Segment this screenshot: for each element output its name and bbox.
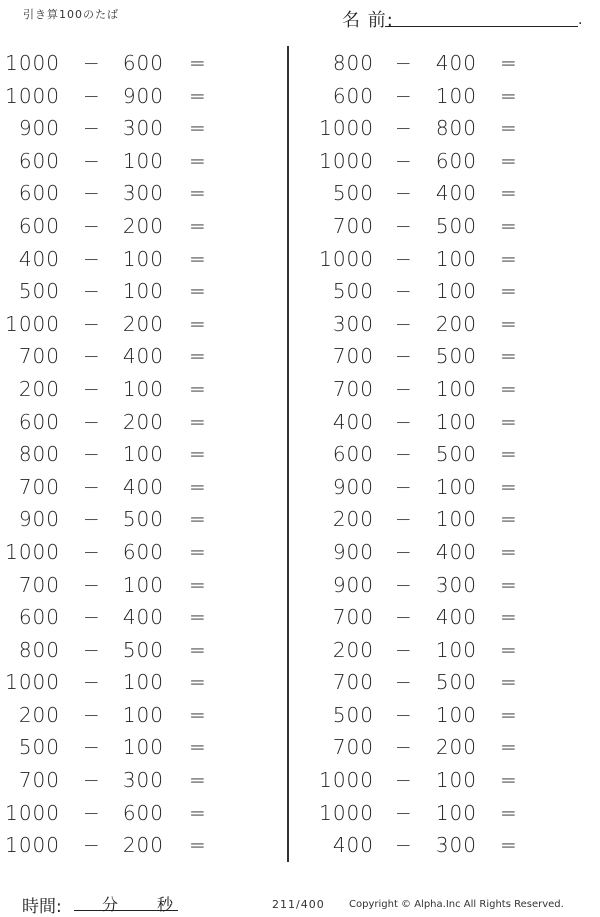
problem-row [0,243,285,276]
subtrahend: 400 [435,539,477,564]
minuend: 700 [18,474,60,499]
minus-sign: − [83,833,101,858]
subtrahend: 100 [122,148,164,173]
minus-sign: − [83,409,101,434]
subtrahend: 300 [435,833,477,858]
subtrahend: 100 [122,735,164,760]
minus-sign: − [83,148,101,173]
equals-sign: = [500,409,518,434]
minus-sign: − [395,181,413,206]
copyright-notice: Copyright © Alpha.Inc All Rights Reserved. [349,899,564,910]
problem-row [0,764,285,797]
equals-sign: = [500,637,518,662]
minus-sign: − [395,474,413,499]
minuend: 900 [332,572,374,597]
minus-sign: − [83,605,101,630]
equals-sign: = [500,539,518,564]
problem-row [0,112,285,145]
minuend: 400 [332,409,374,434]
equals-sign: = [189,181,207,206]
equals-sign: = [500,116,518,141]
minuend: 200 [18,376,60,401]
minuend: 1000 [5,539,60,564]
minuend: 500 [18,735,60,760]
minus-sign: − [395,539,413,564]
minus-sign: − [395,116,413,141]
equals-sign: = [189,409,207,434]
equals-sign: = [189,768,207,793]
minus-sign: − [83,637,101,662]
minus-sign: − [83,246,101,271]
minuend: 700 [18,768,60,793]
minuend: 600 [332,442,374,467]
problem-row [0,731,285,764]
minus-sign: − [395,213,413,238]
minuend: 700 [332,670,374,695]
seconds-label: 秒 [157,895,174,914]
minus-sign: − [395,833,413,858]
minuend: 600 [18,605,60,630]
equals-sign: = [500,83,518,108]
equals-sign: = [189,702,207,727]
problem-row [300,177,590,210]
minus-sign: − [395,768,413,793]
equals-sign: = [189,800,207,825]
minuend: 500 [332,702,374,727]
problem-row [300,438,590,471]
subtrahend: 600 [435,148,477,173]
subtrahend: 400 [122,605,164,630]
minus-sign: − [83,735,101,760]
subtrahend: 100 [435,507,477,532]
problem-row [0,503,285,536]
minus-sign: − [395,800,413,825]
subtrahend: 300 [435,572,477,597]
equals-sign: = [500,442,518,467]
problem-row [300,210,590,243]
subtrahend: 500 [435,213,477,238]
subtrahend: 100 [435,768,477,793]
subtrahend: 100 [435,702,477,727]
subtrahend: 400 [435,181,477,206]
problem-row [300,112,590,145]
minuend: 500 [18,279,60,304]
problem-row [300,764,590,797]
problem-row [0,47,285,80]
minus-sign: − [83,442,101,467]
minuend: 600 [18,181,60,206]
minuend: 800 [18,637,60,662]
subtrahend: 200 [122,213,164,238]
equals-sign: = [189,539,207,564]
minuend: 1000 [319,116,374,141]
equals-sign: = [189,279,207,304]
minus-sign: − [83,376,101,401]
equals-sign: = [189,311,207,336]
subtrahend: 100 [435,474,477,499]
problem-row [300,829,590,862]
equals-sign: = [500,344,518,369]
problem-row [300,666,590,699]
minus-sign: − [395,442,413,467]
subtrahend: 500 [435,344,477,369]
equals-sign: = [189,507,207,532]
problem-row [300,503,590,536]
subtrahend: 500 [122,637,164,662]
subtrahend: 200 [435,311,477,336]
subtrahend: 100 [435,246,477,271]
subtrahend: 100 [435,279,477,304]
minuend: 700 [332,344,374,369]
name-write-line [385,26,578,27]
equals-sign: = [500,800,518,825]
minuend: 400 [18,246,60,271]
worksheet-title: 引き算100のたば [23,8,119,21]
subtrahend: 100 [122,376,164,401]
minuend: 1000 [319,148,374,173]
equals-sign: = [189,474,207,499]
minus-sign: − [395,735,413,760]
page-number: 211/400 [272,898,325,911]
problem-row [0,308,285,341]
name-label: 名 前: [342,10,394,31]
problem-row [0,797,285,830]
equals-sign: = [189,572,207,597]
minuend: 900 [18,116,60,141]
minuend: 1000 [5,800,60,825]
minus-sign: − [395,376,413,401]
minuend: 500 [332,181,374,206]
equals-sign: = [500,702,518,727]
subtrahend: 400 [435,605,477,630]
problem-row [300,634,590,667]
problem-row [0,406,285,439]
problem-row [300,406,590,439]
subtrahend: 800 [435,116,477,141]
problem-row [300,80,590,113]
column-divider [287,46,289,862]
subtrahend: 500 [435,442,477,467]
problem-row [0,438,285,471]
equals-sign: = [189,735,207,760]
problem-row [300,569,590,602]
minus-sign: − [395,83,413,108]
minuend: 700 [332,376,374,401]
subtrahend: 100 [435,376,477,401]
minuend: 500 [332,279,374,304]
minus-sign: − [83,572,101,597]
problem-column-right [300,47,590,862]
minuend: 600 [18,409,60,434]
equals-sign: = [500,279,518,304]
minuend: 1000 [5,670,60,695]
problem-row [300,340,590,373]
equals-sign: = [500,605,518,630]
subtrahend: 400 [122,474,164,499]
minus-sign: − [83,344,101,369]
minuend: 800 [18,442,60,467]
equals-sign: = [189,833,207,858]
minuend: 700 [18,572,60,597]
problem-row [0,177,285,210]
subtrahend: 100 [122,442,164,467]
minus-sign: − [395,311,413,336]
minus-sign: − [83,116,101,141]
minus-sign: − [395,572,413,597]
equals-sign: = [500,148,518,173]
subtrahend: 400 [122,344,164,369]
minus-sign: − [395,507,413,532]
equals-sign: = [189,83,207,108]
minus-sign: − [83,311,101,336]
minus-sign: − [395,148,413,173]
problem-row [300,145,590,178]
minuend: 1000 [5,51,60,75]
equals-sign: = [500,246,518,271]
equals-sign: = [500,474,518,499]
subtrahend: 200 [122,833,164,858]
minus-sign: − [83,702,101,727]
minus-sign: − [83,768,101,793]
subtrahend: 100 [435,800,477,825]
minuend: 1000 [5,833,60,858]
subtrahend: 600 [122,800,164,825]
minuend: 1000 [319,800,374,825]
minuend: 300 [332,311,374,336]
subtrahend: 100 [122,670,164,695]
minus-sign: − [83,670,101,695]
minus-sign: − [395,605,413,630]
subtrahend: 200 [435,735,477,760]
minuend: 700 [18,344,60,369]
name-field [342,6,582,30]
problem-row [300,373,590,406]
name-line-dot: . [578,12,583,28]
minuend: 1000 [5,83,60,108]
problem-row [0,145,285,178]
problem-row [0,569,285,602]
minuend: 600 [332,83,374,108]
problem-row [300,471,590,504]
equals-sign: = [500,181,518,206]
subtrahend: 100 [435,637,477,662]
minuend: 700 [332,213,374,238]
equals-sign: = [189,246,207,271]
subtrahend: 100 [122,702,164,727]
minus-sign: − [83,800,101,825]
subtrahend: 600 [122,51,164,75]
problem-row [0,666,285,699]
minus-sign: − [83,213,101,238]
equals-sign: = [500,51,518,75]
minus-sign: − [83,474,101,499]
subtrahend: 600 [122,539,164,564]
minuend: 200 [332,507,374,532]
problem-row [300,536,590,569]
minus-sign: − [395,637,413,662]
equals-sign: = [189,670,207,695]
minuend: 1000 [319,768,374,793]
problem-row [0,340,285,373]
minuend: 700 [332,605,374,630]
minus-sign: − [395,702,413,727]
equals-sign: = [500,507,518,532]
minuend: 900 [332,539,374,564]
equals-sign: = [500,572,518,597]
subtrahend: 100 [122,572,164,597]
subtrahend: 100 [435,409,477,434]
equals-sign: = [500,311,518,336]
subtrahend: 100 [122,279,164,304]
footer [0,888,600,917]
equals-sign: = [189,51,207,75]
problem-row [0,275,285,308]
equals-sign: = [500,670,518,695]
minuend: 1000 [319,246,374,271]
subtrahend: 500 [435,670,477,695]
problem-row [300,275,590,308]
problem-row [0,471,285,504]
minuend: 900 [332,474,374,499]
problem-row [300,243,590,276]
problem-row [0,699,285,732]
minuend: 400 [332,833,374,858]
minus-sign: − [395,51,413,75]
minus-sign: − [395,279,413,304]
minus-sign: − [83,83,101,108]
problem-row [300,699,590,732]
equals-sign: = [189,116,207,141]
equals-sign: = [189,376,207,401]
problem-row [0,634,285,667]
minus-sign: − [83,507,101,532]
minus-sign: − [83,539,101,564]
minus-sign: − [395,409,413,434]
equals-sign: = [189,605,207,630]
minuend: 1000 [5,311,60,336]
subtrahend: 200 [122,409,164,434]
problem-row [0,210,285,243]
equals-sign: = [500,376,518,401]
equals-sign: = [189,148,207,173]
problem-row [0,829,285,862]
subtrahend: 300 [122,116,164,141]
minus-sign: − [83,279,101,304]
subtrahend: 500 [122,507,164,532]
problem-row [300,601,590,634]
minus-sign: − [395,344,413,369]
subtrahend: 100 [435,83,477,108]
minuend: 600 [18,148,60,173]
minuend: 700 [332,735,374,760]
minuend: 200 [332,637,374,662]
equals-sign: = [189,344,207,369]
problem-row [0,80,285,113]
subtrahend: 200 [122,311,164,336]
minus-sign: − [83,51,101,75]
equals-sign: = [189,442,207,467]
subtrahend: 300 [122,181,164,206]
minuend: 800 [332,51,374,75]
problem-row [300,797,590,830]
problem-row [0,373,285,406]
minuend: 600 [18,213,60,238]
minus-sign: − [395,246,413,271]
subtrahend: 300 [122,768,164,793]
equals-sign: = [189,637,207,662]
problem-row [300,47,590,80]
minuend: 200 [18,702,60,727]
equals-sign: = [500,768,518,793]
minutes-label: 分 [102,895,119,914]
problem-row [300,731,590,764]
equals-sign: = [500,833,518,858]
equals-sign: = [500,213,518,238]
equals-sign: = [189,213,207,238]
subtrahend: 100 [122,246,164,271]
minuend: 900 [18,507,60,532]
problem-column-left [0,47,285,862]
minus-sign: − [395,670,413,695]
minus-sign: − [83,181,101,206]
problem-row [0,536,285,569]
problem-row [0,601,285,634]
time-label: 時間: [22,897,62,917]
subtrahend: 900 [122,83,164,108]
problem-row [300,308,590,341]
subtrahend: 400 [435,51,477,75]
equals-sign: = [500,735,518,760]
